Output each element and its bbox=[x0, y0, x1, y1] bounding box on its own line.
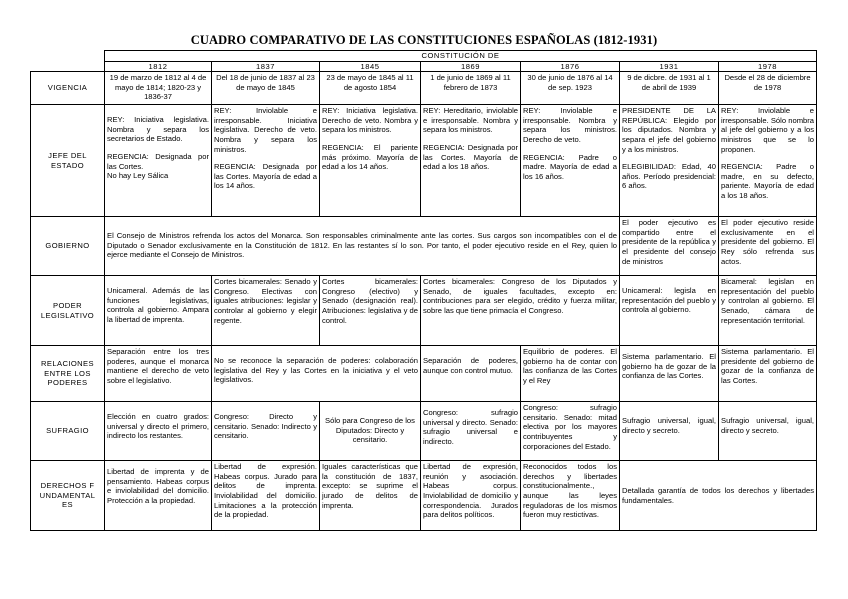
row-sufragio bbox=[31, 402, 817, 461]
cell-legislativo-1845: Cortes bicamerales: Congreso (electivo) y Senado (designación real). Atribuciones: legislativa y de control. bbox=[320, 276, 421, 346]
row-label-derechos bbox=[31, 461, 105, 531]
cell-vigencia-1837: Del 18 de junio de 1837 al 23 de mayo de 1845 bbox=[212, 72, 320, 105]
row-label-gobierno: GOBIERNO bbox=[31, 217, 105, 276]
cell-sufragio-1876: Congreso: sufragio censitario. Senado: mitad electiva por los mayores contribuyentes y corporaciones del Estado. bbox=[521, 402, 620, 461]
cell-relaciones-1869: Separación de poderes, aunque con control mutuo. bbox=[421, 346, 521, 402]
header-year: 1837 bbox=[212, 61, 320, 72]
row-gobierno bbox=[31, 217, 817, 276]
header-year: 1845 bbox=[320, 61, 421, 72]
row-vigencia bbox=[31, 72, 817, 105]
cell-relaciones-1931: Sistema parlamentario. El gobierno ha de gozar de la confianza de las Cortes. bbox=[620, 346, 719, 402]
cell-legislativo-1869-1876: Cortes bicamerales: Congreso de los Diputados y Senado, de iguales facultades, excepto en: contribuciones para ser elegido, crédito y fuerza militar, sobre las que tiene primacía el Congreso. bbox=[421, 276, 620, 346]
header-year: 1876 bbox=[521, 61, 620, 72]
cell-legislativo-1978: Bicameral: legislan en representación del pueblo y controlan al gobierno. El Senado, cámara de representación territorial. bbox=[719, 276, 817, 346]
cell-vigencia-1978: Desde el 28 de diciembre de 1978 bbox=[719, 72, 817, 105]
cell-sufragio-1869: Congreso: sufragio universal y directo. Senado: sufragio universal e indirecto. bbox=[421, 402, 521, 461]
header-year: 1931 bbox=[620, 61, 719, 72]
cell-text: REY: Inviolable e irresponsable. Sólo nombra al jefe del gobierno y a los ministros que se lo proponen. bbox=[721, 106, 814, 154]
cell-sufragio-1845: Sólo para Congreso de los Diputados: Directo y censitario. bbox=[320, 402, 421, 461]
header-corner bbox=[31, 51, 105, 72]
cell-jefe-1812 bbox=[105, 105, 212, 217]
cell-jefe-1978 bbox=[719, 105, 817, 217]
row-label-vigencia: VIGENCIA bbox=[31, 72, 105, 105]
cell-legislativo-1837: Cortes bicamerales: Senado y Congreso. Electivas con iguales atribuciones: legislar y controlar al gobierno y elegir regente. bbox=[212, 276, 320, 346]
cell-gobierno-1978: El poder ejecutivo reside exclusivamente en el presidente del gobierno. El Rey sólo refrenda sus actos. bbox=[719, 217, 817, 276]
cell-jefe-1931 bbox=[620, 105, 719, 217]
cell-sufragio-1978: Sufragio universal, igual, directo y secreto. bbox=[719, 402, 817, 461]
cell-gobierno-1812-1876: El Consejo de Ministros refrenda los actos del Monarca. Son responsables criminalmente ante las cortes. Sus cargos son incompatibles con el de Diputado o Senador exclusivamente en la Constitución de 1812. En las restantes sí lo son. Por tanto, el poder ejecutivo reside en el Rey, quien lo ejerce mediante el Consejo de Ministros. bbox=[105, 217, 620, 276]
cell-derechos-1869: Libertad de expresión, reunión y asociación. Habeas corpus. Inviolabilidad de domicilio y correspondencia. Jurados para delitos políticos. bbox=[421, 461, 521, 531]
cell-relaciones-1837-1845: No se reconoce la separación de poderes: colaboración legislativa del Rey y las Cortes en la iniciativa y el veto legislativos. bbox=[212, 346, 421, 402]
row-jefe bbox=[31, 105, 817, 217]
cell-jefe-1845 bbox=[320, 105, 421, 217]
cell-sufragio-1812: Elección en cuatro grados: universal y directo el primero, indirecto los restantes. bbox=[105, 402, 212, 461]
row-legislativo bbox=[31, 276, 817, 346]
cell-relaciones-1876: Equilibrio de poderes. El gobierno ha de contar con las confianza de las Cortes y el Rey bbox=[521, 346, 620, 402]
row-label-relaciones: RELACIONES ENTRE LOS PODERES bbox=[31, 346, 105, 402]
cell-text: REGENCIA: Designada por las Cortes. bbox=[107, 151, 209, 171]
cell-text: REY: Iniciativa legislativa. Nombra y separa los secretarios de Estado. bbox=[107, 115, 209, 144]
cell-text: ELEGIBILIDAD: Edad, 40 años. Período presidencial: 6 años. bbox=[622, 162, 716, 191]
cell-text: REY: Inviolable e irresponsable. Iniciativa legislativa. Derecho de veto. Nombra y separa los ministros. bbox=[214, 106, 317, 154]
cell-text: No hay Ley Sálica bbox=[107, 171, 169, 181]
cell-text: REGENCIA: El pariente más próximo. Mayoría de edad a los 14 años. bbox=[322, 142, 418, 172]
header-years-row bbox=[31, 61, 817, 72]
row-label-jefe: JEFE DEL ESTADO bbox=[31, 105, 105, 217]
cell-derechos-1845: Iguales características que la constitución de 1837, excepto: se suprime el jurado de delitos de imprenta. bbox=[320, 461, 421, 531]
cell-vigencia-1812: 19 de marzo de 1812 al 4 de mayo de 1814; 1820-23 y 1836-37 bbox=[105, 72, 212, 105]
row-label-legislativo: PODER LEGISLATIVO bbox=[31, 276, 105, 346]
cell-text: REY: Hereditario, inviolable e irresponsable. Nombra y separa los ministros. bbox=[423, 106, 518, 135]
cell-derechos-1876: Reconocidos todos los derechos y libertades constitucionalmente., aunque las leyes reguladoras de los mismos fueron muy restictivas. bbox=[521, 461, 620, 531]
header-year: 1978 bbox=[719, 61, 817, 72]
row-relaciones bbox=[31, 346, 817, 402]
cell-derechos-1812: Libertad de imprenta y de pensamiento. Habeas corpus e inviolabilidad del domicilio. Protección a la propiedad. bbox=[105, 461, 212, 531]
cell-jefe-1876 bbox=[521, 105, 620, 217]
cell-text: REGENCIA: Padre o madre. Mayoría de edad a los 16 años. bbox=[523, 152, 617, 181]
header-constitucion: CONSTITUCIÓN DE bbox=[105, 51, 817, 62]
row-label-text: DERECHOS FUNDAMENTALES bbox=[39, 481, 96, 510]
cell-jefe-1837 bbox=[212, 105, 320, 217]
row-label-sufragio: SUFRAGIO bbox=[31, 402, 105, 461]
header-year: 1812 bbox=[105, 61, 212, 72]
cell-gobierno-1931: El poder ejecutivo es compartido entre el presidente de la república y el presidente del consejo de ministros bbox=[620, 217, 719, 276]
cell-text: REY: Inviolable e irresponsable. Nombra y separa los ministros. Derecho de veto. bbox=[523, 106, 617, 144]
row-derechos bbox=[31, 461, 817, 531]
cell-text: REY: Iniciativa legislativa. Derecho de veto. Nombra y separa los ministros. bbox=[322, 106, 418, 135]
cell-text: REGENCIA: Designada por las Cortes. Mayoría de edad a los 14 años. bbox=[214, 162, 317, 191]
cell-relaciones-1978: Sistema parlamentario. El presidente del gobierno de gozar de la confianza de las Cortes. bbox=[719, 346, 817, 402]
cell-legislativo-1931: Unicameral: legisla en representación del pueblo y controla al gobierno. bbox=[620, 276, 719, 346]
comparison-table bbox=[30, 50, 817, 531]
cell-jefe-1869 bbox=[421, 105, 521, 217]
cell-vigencia-1931: 9 de dicbre. de 1931 al 1 de abril de 1939 bbox=[620, 72, 719, 105]
cell-vigencia-1869: 1 de junio de 1869 al 11 febrero de 1873 bbox=[421, 72, 521, 105]
header-year: 1869 bbox=[421, 61, 521, 72]
cell-derechos-1931-1978: Detallada garantía de todos los derechos y libertades fundamentales. bbox=[620, 461, 817, 531]
cell-legislativo-1812: Unicameral. Además de las funciones legislativas, controla al gobierno. Ampara la libertad de imprenta. bbox=[105, 276, 212, 346]
cell-sufragio-1837: Congreso: Directo y censitario. Senado: Indirecto y censitario. bbox=[212, 402, 320, 461]
cell-derechos-1837: Libertad de expresión. Habeas corpus. Jurado para delitos de imprenta. Inviolabilidad del domicilio. Limitaciones a la protección de la propiedad. bbox=[212, 461, 320, 531]
cell-vigencia-1876: 30 de junio de 1876 al 14 de sep. 1923 bbox=[521, 72, 620, 105]
cell-text: PRESIDENTE DE LA REPÚBLICA: Elegido por los diputados. Nombra y separa el jefe del gobierno y a los ministros. bbox=[622, 106, 716, 154]
page-title: CUADRO COMPARATIVO DE LAS CONSTITUCIONES ESPAÑOLAS (1812-1931) bbox=[190, 33, 658, 47]
cell-vigencia-1845: 23 de mayo de 1845 al 11 de agosto 1854 bbox=[320, 72, 421, 105]
cell-sufragio-1931: Sufragio universal, igual, directo y secreto. bbox=[620, 402, 719, 461]
cell-text: REGENCIA: Designada por las Cortes. Mayoría de edad a los 18 años. bbox=[423, 142, 518, 172]
cell-relaciones-1812: Separación entre los tres poderes, aunque el monarca mantiene el derecho de veto sobre el legislativo. bbox=[105, 346, 212, 402]
cell-text: REGENCIA: Padre o madre, en su defecto, pariente. Mayoría de edad a los 18 años. bbox=[721, 162, 814, 200]
